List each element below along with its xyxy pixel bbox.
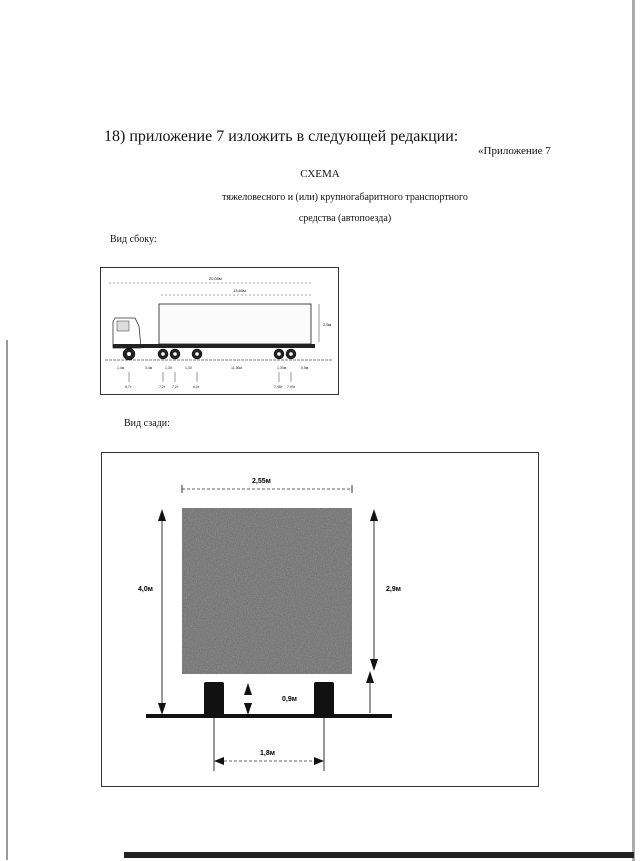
scan-edge-right — [632, 0, 635, 861]
section-heading: 18) приложение 7 изложить в следующей редакции: — [104, 128, 459, 145]
scan-bottom-bar — [124, 852, 634, 858]
axle-load-3: 7,2т — [172, 385, 179, 389]
cab-window — [117, 321, 129, 331]
chassis — [113, 344, 315, 348]
axle-load-2: 7,2т — [159, 385, 166, 389]
schema-subtitle-line2: средства (автопоезда) — [298, 213, 392, 224]
total-height-label: 4,0м — [138, 586, 153, 593]
cargo-texture — [182, 508, 352, 674]
width-label: 2,55м — [252, 478, 271, 485]
rear-view-caption: Вид сзади: — [124, 418, 170, 429]
ground-line — [146, 714, 392, 718]
right-wheel — [314, 682, 334, 716]
clearance-arrow-up — [244, 683, 252, 695]
height-label: 2,5м — [323, 322, 332, 327]
trailer-length-label: 13,60м — [233, 288, 246, 293]
overall-length-label: 20,00м — [209, 276, 222, 281]
rear-view-svg — [102, 453, 538, 786]
axle-spacing-2: 3,4м — [145, 366, 153, 370]
axle-load-4: 6,0т — [193, 385, 200, 389]
left-wheel — [204, 682, 224, 716]
axle-load-1: 6,7т — [125, 385, 132, 389]
rear-view-diagram — [101, 452, 539, 787]
axle-spacing-4: 1,30 — [185, 366, 192, 370]
side-view-caption: Вид сбоку: — [110, 234, 157, 245]
axle-spacing-6: 1,30м — [277, 366, 287, 370]
axle-spacing-7: 0,5м — [301, 366, 309, 370]
appendix-label: «Приложение 7 — [478, 145, 551, 157]
axle-spacing-1: 1,4м — [117, 366, 125, 370]
schema-subtitle-line1: тяжеловесного и (или) крупногабаритного транспортного — [222, 192, 468, 203]
schema-title: СХЕМА — [300, 168, 340, 180]
trailer-box — [159, 304, 311, 344]
side-view-svg — [101, 268, 338, 394]
scan-edge-left — [6, 340, 8, 860]
clearance-label: 0,9м — [282, 696, 297, 703]
side-view-diagram — [100, 267, 339, 395]
axle-spacing-3: 1,30 — [165, 366, 172, 370]
axle-load-6: 7,00т — [287, 385, 296, 389]
clearance-arrow-down — [244, 703, 252, 715]
axle-load-5: 7,48т — [274, 385, 283, 389]
cargo-height-label: 2,9м — [386, 586, 401, 593]
track-label: 1,8м — [260, 750, 275, 757]
axle-spacing-5: 11,36м — [231, 366, 242, 370]
